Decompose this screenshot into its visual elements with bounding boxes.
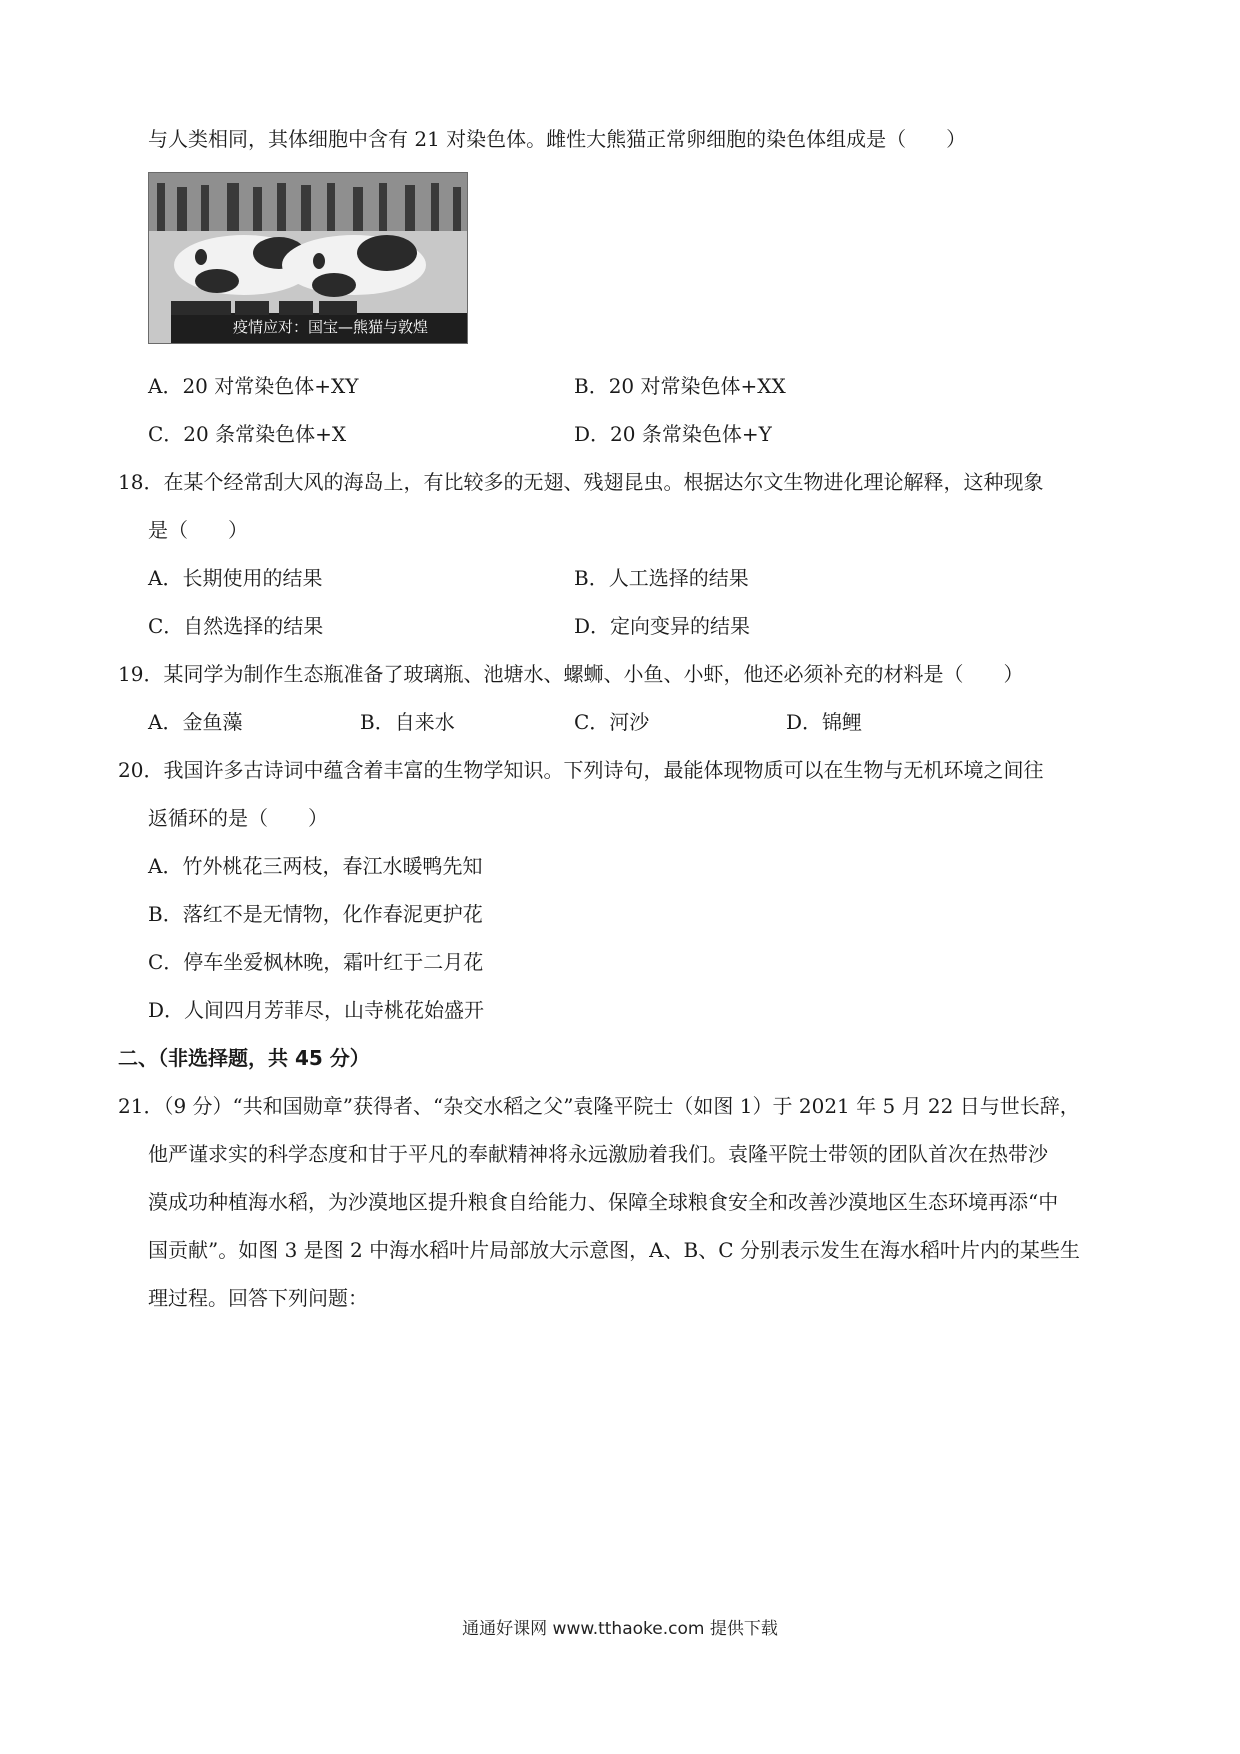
q21-stem-line4: 国贡献”。如图 3 是图 2 中海水稻叶片局部放大示意图，A、B、C 分别表示发生在海水稻叶片内的某些生: [148, 1238, 1080, 1262]
q21-stem-line5: 理过程。回答下列问题：: [148, 1286, 368, 1310]
q20-stem-line2: 返循环的是（ ）: [148, 806, 328, 830]
q20-option-b: B．落红不是无情物，化作春泥更护花: [148, 902, 483, 926]
page-footer: 通通好课网 www.tthaoke.com 提供下载: [462, 1619, 778, 1639]
q17-option-c: C．20 条常染色体+X: [148, 422, 347, 446]
q19-option-a: A．金鱼藻: [148, 710, 243, 734]
q17-option-b: B．20 对常染色体+XX: [574, 374, 786, 398]
q21-stem-line2: 他严谨求实的科学态度和甘于平凡的奉献精神将永远激励着我们。袁隆平院士带领的团队首次在热带沙: [148, 1142, 1048, 1166]
q18-option-d: D．定向变异的结果: [574, 614, 751, 638]
q17-option-d: D．20 条常染色体+Y: [574, 422, 772, 446]
section-heading: 二、（非选择题，共 45 分）: [118, 1046, 370, 1070]
q17-option-a: A．20 对常染色体+XY: [148, 374, 359, 398]
q19-stem: 19．某同学为制作生态瓶准备了玻璃瓶、池塘水、螺蛳、小鱼、小虾，他还必须补充的材料是（ ）: [118, 662, 1024, 686]
q20-stem-line1: 20．我国许多古诗词中蕴含着丰富的生物学知识。下列诗句，最能体现物质可以在生物与无机环境之间往: [118, 758, 1044, 782]
q20-option-a: A．竹外桃花三两枝，春江水暖鸭先知: [148, 854, 483, 878]
q19-option-c: C．河沙: [574, 710, 650, 734]
q20-option-d: D．人间四月芳菲尽，山寺桃花始盛开: [148, 998, 485, 1022]
q17-intro-text: 与人类相同，其体细胞中含有 21 对染色体。雌性大熊猫正常卵细胞的染色体组成是（ ）: [148, 127, 967, 151]
q18-stem-line2: 是（ ）: [148, 518, 248, 542]
q21-stem-line1: 21．（9 分）“共和国勋章”获得者、“杂交水稻之父”袁隆平院士（如图 1）于 2021 年 5 月 22 日与世长辞，: [118, 1094, 1080, 1118]
q18-stem-line1: 18．在某个经常刮大风的海岛上，有比较多的无翅、残翅昆虫。根据达尔文生物进化理论解释，这种现象: [118, 470, 1044, 494]
q21-stem-line3: 漠成功种植海水稻，为沙漠地区提升粮食自给能力、保障全球粮食安全和改善沙漠地区生态环境再添“中: [148, 1190, 1059, 1214]
q18-option-b: B．人工选择的结果: [574, 566, 749, 590]
panda-photo: [148, 172, 468, 344]
q19-option-d: D．锦鲤: [786, 710, 863, 734]
q18-option-a: A．长期使用的结果: [148, 566, 323, 590]
q20-option-c: C．停车坐爱枫林晚，霜叶红于二月花: [148, 950, 484, 974]
q19-option-b: B．自来水: [360, 710, 455, 734]
figure-caption: 疫情应对：国宝—熊猫与敦煌: [233, 318, 429, 336]
q18-option-c: C．自然选择的结果: [148, 614, 324, 638]
